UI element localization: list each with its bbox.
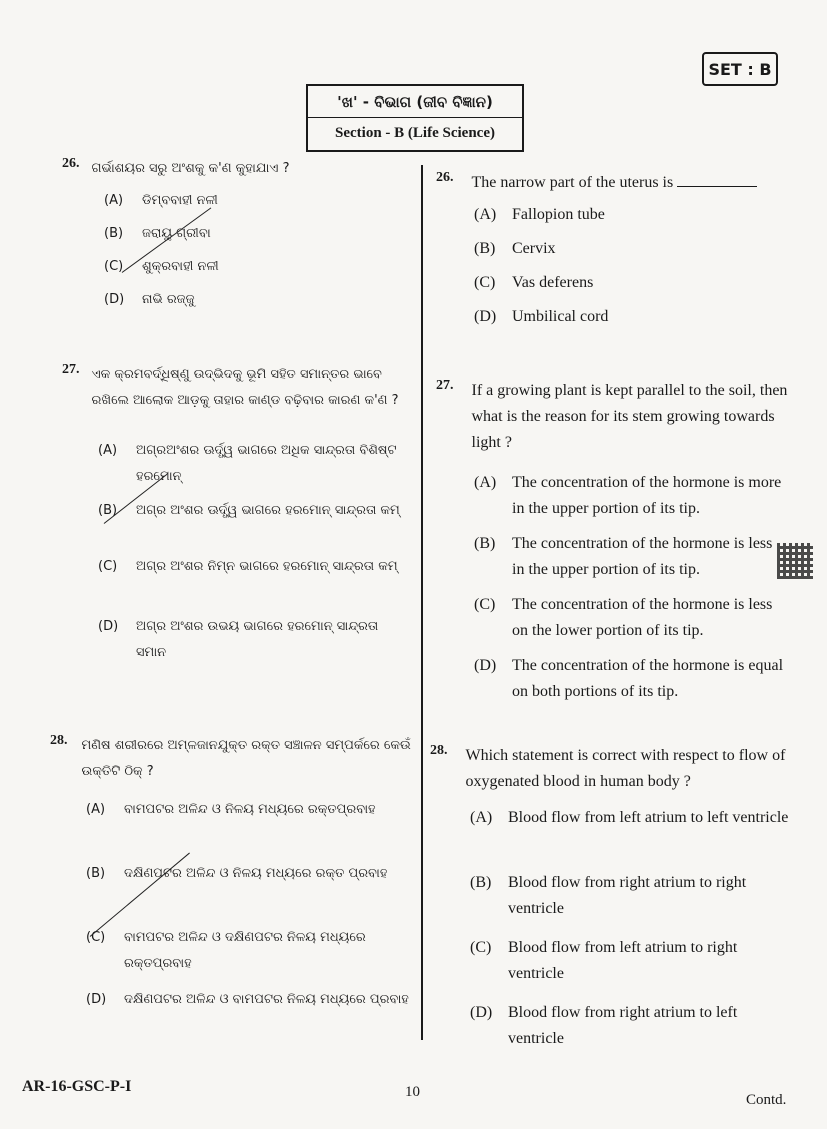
option: (D) The concentration of the hormone is equal on both portions of its tip. — [474, 657, 784, 700]
option: (D) ଦକ୍ଷିଣପଟର ଅଳିନ୍ଦ ଓ ବାମପଟର ନିଳୟ ମଧ୍ୟରେ ପ୍ରବାହ — [86, 992, 409, 1007]
option: (D) ଅଗ୍ର ଅଂଶର ଉଭୟ ଭାଗରେ ହରମୋନ୍ ସାନ୍ଦ୍ରତା ସମାନ — [98, 619, 379, 660]
question-28-english — [430, 743, 790, 1052]
section-title-odia: 'ଖ' - ବିଭାଗ (ଜୀବ ବିଜ୍ଞାନ) — [308, 86, 522, 118]
option: (B) ଜରାୟୁ ଗ୍ରୀବା — [104, 226, 211, 241]
option: (A) The concentration of the hormone is more in the upper portion of its tip. — [474, 474, 782, 517]
option: (C) Vas deferens — [474, 274, 594, 291]
option: (B) Cervix — [474, 240, 556, 257]
option: (B) ଅଗ୍ର ଅଂଶର ଊର୍ଦ୍ଧ୍ୱ ଭାଗରେ ହରମୋନ୍ ସାନ୍ଦ୍ରତା କମ୍ — [98, 503, 400, 518]
question-number: 28. — [430, 743, 448, 758]
question-27-english — [436, 378, 788, 705]
continued-label: Contd. — [746, 1092, 787, 1108]
qr-code-icon — [777, 543, 813, 579]
question-26-english — [436, 170, 786, 338]
option: (D) Umbilical cord — [474, 308, 609, 325]
option: (A) ଅଗ୍ରଅଂଶର ଊର୍ଦ୍ଧ୍ୱ ଭାଗରେ ଅଧିକ ସାନ୍ଦ୍ରତା ବିଶିଷ୍ଟ ହରମୋନ୍ — [98, 443, 397, 484]
question-number: 26. — [436, 170, 454, 185]
option: (B) The concentration of the hormone is less in the upper portion of its tip. — [474, 535, 773, 578]
option: (A) ବାମପଟର ଅଳିନ୍ଦ ଓ ନିଳୟ ମଧ୍ୟରେ ରକ୍ତପ୍ରବାହ — [86, 802, 376, 817]
option: (C) ଶୁକ୍ରବାହୀ ନଳୀ — [104, 259, 219, 274]
option: (C) ଅଗ୍ର ଅଂଶର ନିମ୍ନ ଭାଗରେ ହରମୋନ୍ ସାନ୍ଦ୍ରତା କମ୍ — [98, 559, 398, 574]
column-divider — [421, 165, 423, 1040]
answer-blank — [677, 186, 757, 187]
option: (C) The concentration of the hormone is less on the lower portion of its tip. — [474, 596, 773, 639]
option: (D) Blood flow from right atrium to left ventricle — [470, 1004, 738, 1047]
question-text: Which statement is correct with respect to flow of oxygenated blood in human body ? — [465, 747, 786, 790]
page-number: 10 — [405, 1084, 420, 1100]
question-text: If a growing plant is kept parallel to the soil, then what is the reason for its stem growing towards light ? — [471, 382, 788, 451]
question-number: 27. — [436, 378, 454, 393]
question-text: The narrow part of the uterus is — [472, 170, 758, 196]
set-label: SET : B — [702, 52, 778, 86]
question-26-odia — [62, 156, 407, 320]
question-28-odia — [50, 733, 412, 1039]
option: (A) Blood flow from left atrium to left ventricle — [470, 809, 789, 826]
option: (D) ନାଭି ରଜ୍ଜୁ — [104, 292, 195, 307]
option: (A) ଡିମ୍ବବାହୀ ନଳୀ — [104, 193, 218, 208]
option: (C) Blood flow from left atrium to right ventricle — [470, 939, 738, 982]
section-header — [306, 84, 524, 152]
question-number: 27. — [62, 362, 80, 377]
option: (A) Fallopion tube — [474, 206, 605, 223]
question-text: ଗର୍ଭାଶୟର ସରୁ ଅଂଶକୁ କ'ଣ କୁହାଯାଏ ? — [91, 161, 290, 176]
question-text: ଏକ କ୍ରମବର୍ଦ୍ଧିଷ୍ଣୁ ଉଦ୍ଭିଦକୁ ଭୂମି ସହିତ ସମାନ୍ତର ଭାବେ ରଖିଲେ ଆଲୋକ ଆଡ଼କୁ ତାହାର କାଣ୍ଡ ବଢ଼ିବାର କାରଣ କ'ଣ ? — [91, 367, 399, 408]
paper-code: AR-16-GSC-P-I — [22, 1078, 132, 1095]
option: (B) Blood flow from right atrium to right ventricle — [470, 874, 747, 917]
question-number: 26. — [62, 156, 80, 171]
section-title-english: Section - B (Life Science) — [335, 125, 495, 141]
option: (B) ଦକ୍ଷିଣପଟର ଅଳିନ୍ଦ ଓ ନିଳୟ ମଧ୍ୟରେ ରକ୍ତ ପ୍ରବାହ — [86, 866, 388, 881]
question-number: 28. — [50, 733, 68, 748]
option: (C) ବାମପଟର ଅଳିନ୍ଦ ଓ ଦକ୍ଷିଣପଟର ନିଳୟ ମଧ୍ୟରେ ରକ୍ତପ୍ରବାହ — [86, 930, 366, 971]
question-text: ମଣିଷ ଶରୀରରେ ଅମ୍ଳଜାନଯୁକ୍ତ ରକ୍ତ ସଞ୍ଚାଳନ ସମ୍ପର୍କରେ କେଉଁ ଉକ୍ତିଟି ଠିକ୍ ? — [81, 738, 411, 779]
